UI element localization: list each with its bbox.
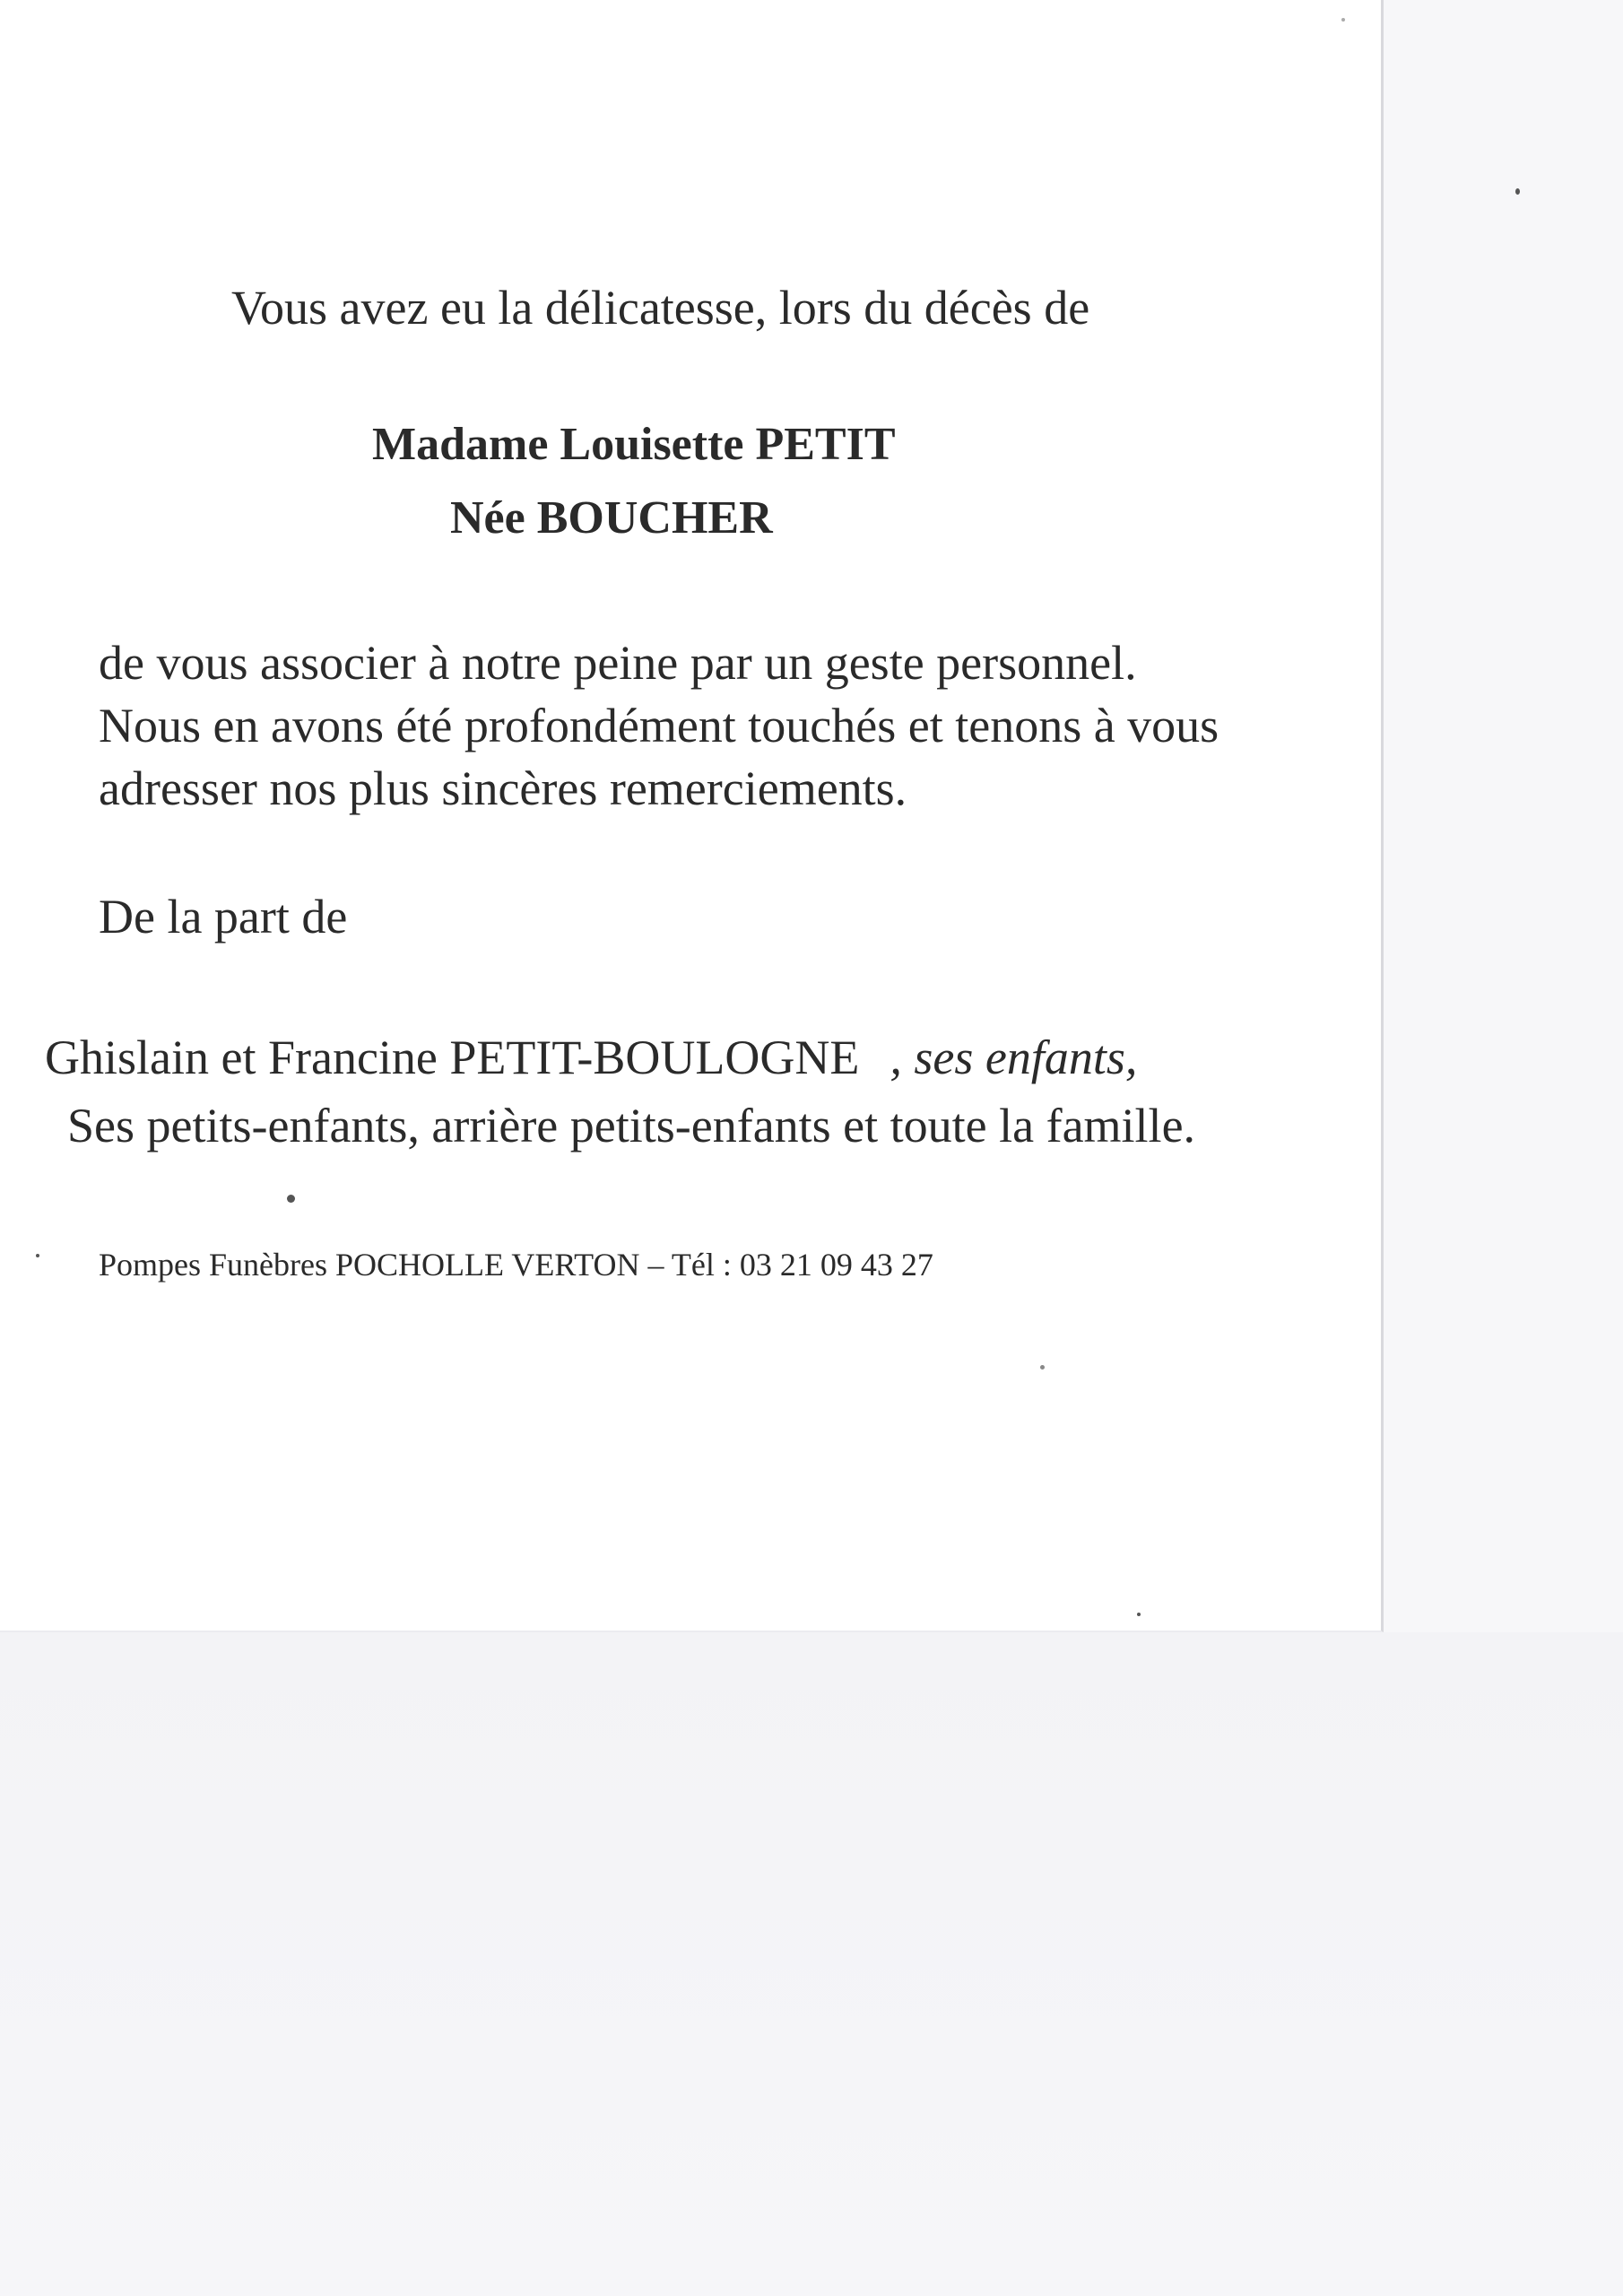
- scan-speck: [1341, 18, 1345, 22]
- family-relation: , ses enfants,: [890, 1031, 1138, 1084]
- scan-speck: [1040, 1365, 1045, 1370]
- maiden-name: Née BOUCHER: [450, 492, 773, 544]
- intro-line: Vous avez eu la délicatesse, lors du décès de: [231, 281, 1090, 335]
- body-line-1: de vous associer à notre peine par un geste personnel.: [99, 636, 1137, 690]
- family-line-1: [45, 1033, 1137, 1082]
- family-names: Ghislain et Francine PETIT-BOULOGNE: [45, 1031, 860, 1084]
- scan-speck: [1137, 1613, 1141, 1616]
- scan-speck: [287, 1195, 295, 1203]
- scan-speck: [1515, 188, 1520, 195]
- body-line-3: adresser nos plus sincères remerciements.: [99, 761, 907, 815]
- family-line-2: Ses petits-enfants, arrière petits-enfants et toute la famille.: [67, 1099, 1196, 1152]
- scan-speck: [36, 1254, 39, 1257]
- funeral-home-footer: Pompes Funèbres POCHOLLE VERTON – Tél : 03 21 09 43 27: [99, 1247, 933, 1283]
- body-line-2: Nous en avons été profondément touchés et tenons à vous: [99, 699, 1219, 752]
- deceased-name: Madame Louisette PETIT: [372, 419, 896, 470]
- from-label: De la part de: [99, 890, 348, 944]
- scan-background: [0, 1632, 1623, 2296]
